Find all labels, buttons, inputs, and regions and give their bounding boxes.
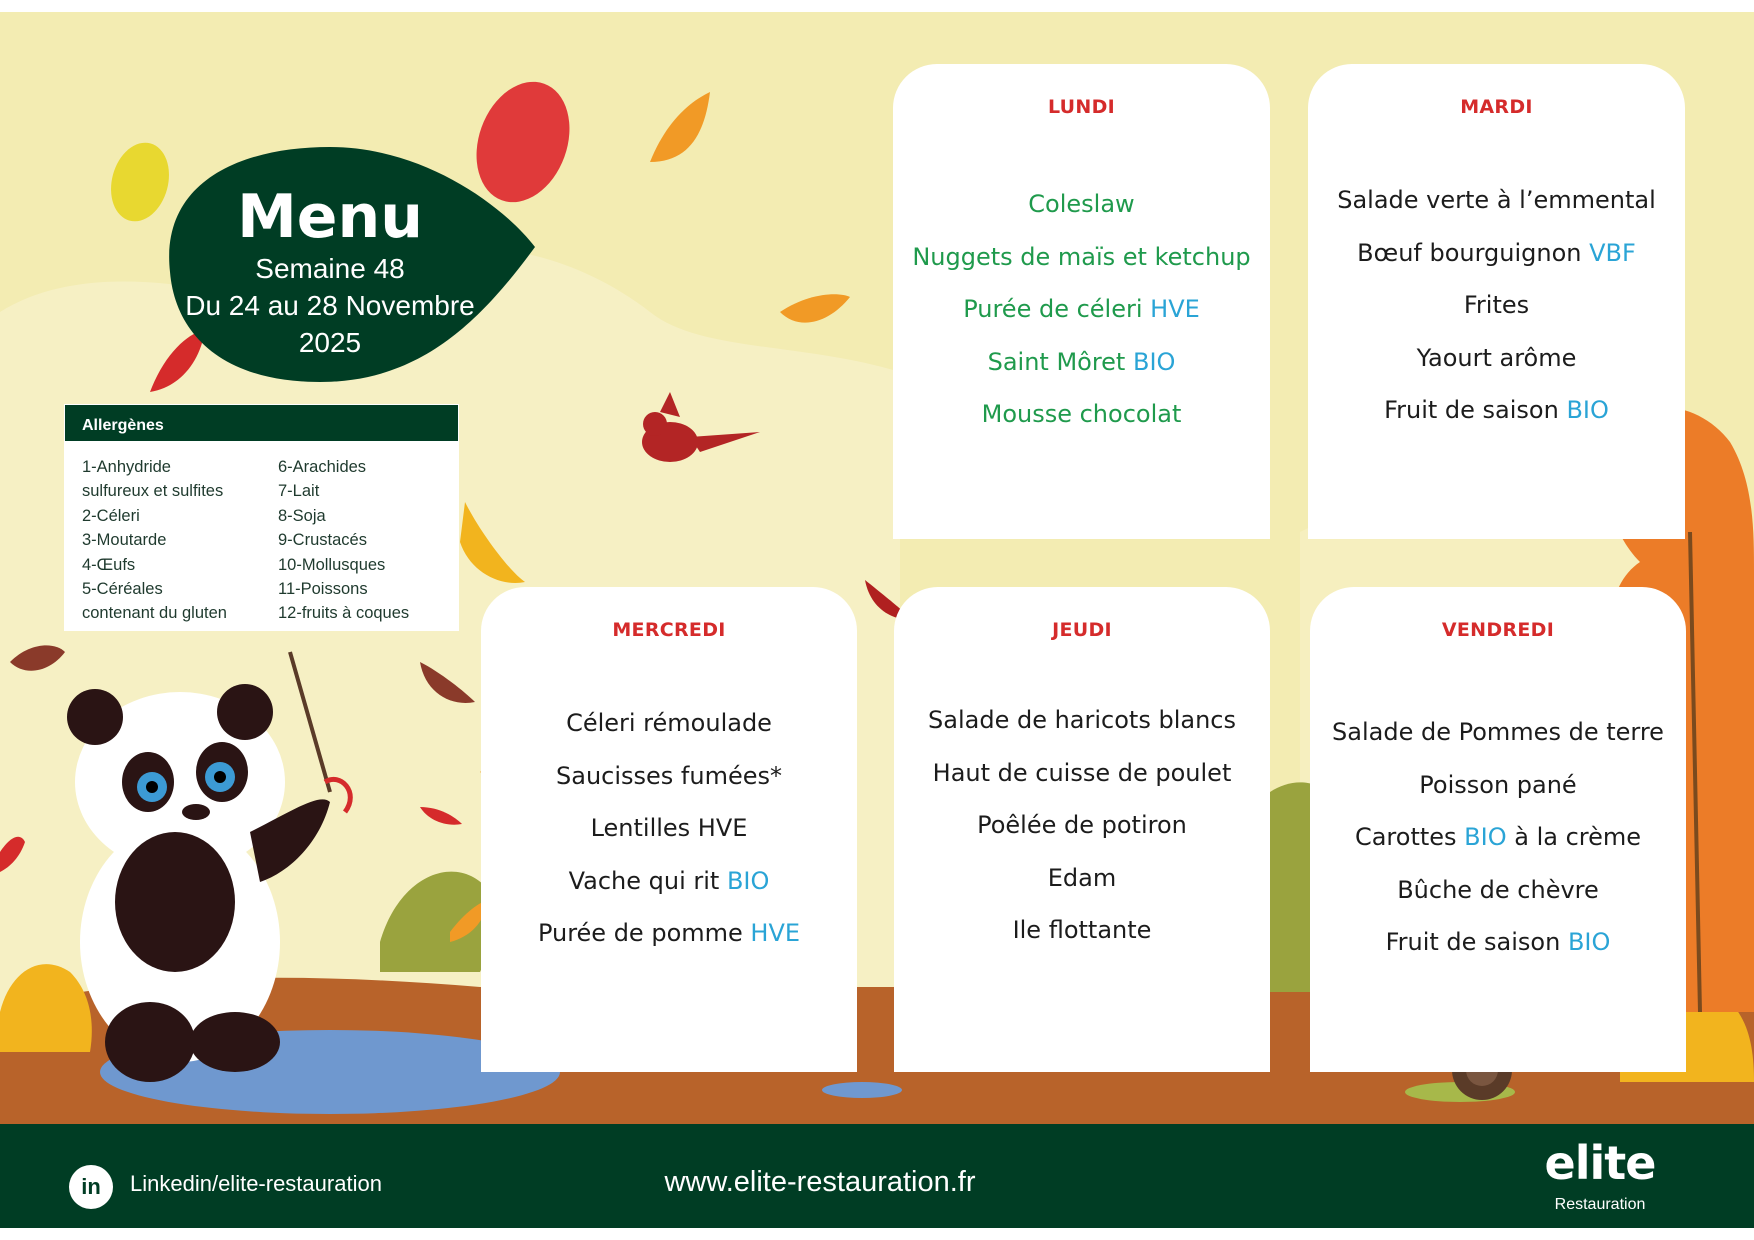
year-label: 2025 — [298, 327, 362, 358]
menu-item: Purée de pomme HVE — [537, 919, 801, 947]
linkedin-icon[interactable]: in — [69, 1165, 113, 1209]
menu-item: Salade verte à l’emmental — [1337, 186, 1656, 214]
menu-item: Bûche de chèvre — [1397, 875, 1599, 904]
day-label: MERCREDI — [612, 619, 726, 641]
day-label: LUNDI — [1047, 96, 1116, 118]
menu-item: Purée de céleri HVE — [963, 295, 1200, 323]
menu-heading: Menu — [237, 182, 423, 252]
allergen-line: sulfureux et sulfites — [82, 482, 224, 501]
day-card-vendredi — [1310, 587, 1686, 1072]
puddle — [822, 1082, 902, 1098]
logo-subtitle: Restauration — [1554, 1196, 1646, 1213]
menu-item: Céleri rémoulade — [566, 709, 772, 737]
allergen-line: 4-Œufs — [82, 555, 136, 574]
menu-item: Saint Môret BIO — [987, 347, 1176, 376]
menu-item: Poêlée de potiron — [977, 811, 1187, 839]
allergen-line: 2-Céleri — [82, 506, 140, 525]
allergen-line: 10-Mollusques — [278, 555, 386, 574]
linkedin-link[interactable]: Linkedin/elite-restauration — [130, 1171, 382, 1196]
menu-item: Yaourt arôme — [1416, 343, 1577, 372]
menu-item: Saucisses fumées* — [556, 761, 782, 790]
day-label: MARDI — [1460, 96, 1533, 118]
menu-item: Coleslaw — [1028, 190, 1135, 218]
menu-page — [0, 12, 1754, 1228]
allergen-line: 11-Poissons — [278, 580, 368, 599]
allergens-column-2 — [278, 455, 448, 626]
menu-item: Edam — [1047, 863, 1117, 892]
elite-logo — [1520, 1138, 1680, 1224]
allergen-line: contenant du gluten — [82, 604, 227, 623]
menu-item: Carottes BIO à la crème — [1354, 823, 1642, 851]
menu-item: Ile flottante — [1012, 916, 1152, 944]
allergen-line: 3-Moutarde — [82, 531, 167, 550]
menu-item: Salade de haricots blancs — [928, 706, 1236, 734]
allergen-line: 9-Crustacés — [278, 531, 367, 550]
menu-item: Fruit de saison BIO — [1385, 928, 1611, 956]
allergen-line: 1-Anhydride — [82, 458, 171, 476]
day-card-mercredi — [481, 587, 857, 1072]
logo-wordmark: elite — [1544, 1136, 1656, 1190]
menu-title-block — [150, 184, 510, 361]
allergens-column-1 — [82, 455, 278, 626]
day-card-mardi — [1308, 64, 1685, 539]
allergen-line: 5-Céréales — [82, 580, 163, 599]
day-label: VENDREDI — [1441, 619, 1555, 641]
allergen-line: 7-Lait — [278, 482, 320, 501]
allergens-box — [64, 404, 459, 631]
website-link[interactable]: www.elite-restauration.fr — [664, 1166, 976, 1198]
footer-bar — [0, 1124, 1754, 1228]
allergen-line: 12-fruits à coques — [278, 604, 410, 623]
allergen-line: 6-Arachides — [278, 458, 367, 476]
day-label: JEUDI — [1052, 619, 1112, 641]
menu-item: Nuggets de maïs et ketchup — [912, 242, 1251, 271]
allergen-line: 8-Soja — [278, 506, 326, 525]
menu-item: Haut de cuisse de poulet — [932, 758, 1232, 787]
day-card-jeudi — [894, 587, 1270, 1072]
menu-item: Frites — [1463, 291, 1530, 319]
day-card-lundi — [893, 64, 1270, 539]
menu-item: Vache qui rit BIO — [568, 866, 770, 895]
week-label: Semaine 48 — [255, 253, 405, 284]
menu-item: Poisson pané — [1419, 770, 1577, 799]
date-range: Du 24 au 28 Novembre — [185, 290, 475, 321]
menu-item: Lentilles HVE — [590, 814, 748, 842]
menu-item: Mousse chocolat — [981, 400, 1182, 428]
allergens-heading: Allergènes — [65, 405, 458, 441]
menu-item: Salade de Pommes de terre — [1332, 718, 1664, 746]
menu-item: Bœuf bourguignon VBF — [1357, 238, 1636, 267]
menu-item: Fruit de saison BIO — [1384, 396, 1609, 424]
